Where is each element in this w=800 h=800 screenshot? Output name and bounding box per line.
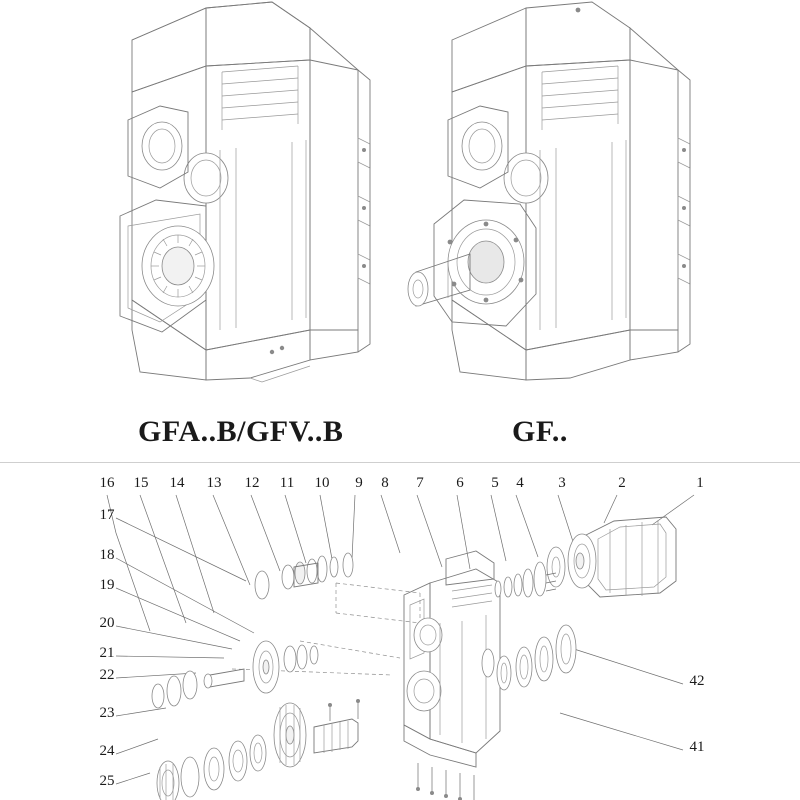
callout-20: 20: [99, 615, 115, 631]
shaft-assembly-upper: [255, 553, 353, 599]
callout-18: 18: [99, 547, 115, 563]
callout-17: 17: [99, 507, 115, 523]
callout-9: 9: [355, 475, 363, 491]
callout-24: 24: [99, 743, 115, 759]
callout-22: 22: [99, 667, 115, 683]
gearbox-label-left: GFA..B/GFV..B: [138, 415, 344, 448]
exploded-parts-svg: [0, 463, 800, 800]
callout-10: 10: [314, 475, 330, 491]
callout-21: 21: [99, 645, 115, 661]
callout-2: 2: [618, 475, 626, 491]
callout-1: 1: [696, 475, 704, 491]
callout-42: 42: [689, 673, 705, 689]
callout-15: 15: [133, 475, 149, 491]
callout-16: 16: [99, 475, 115, 491]
gearbox-label-right: GF..: [512, 415, 568, 448]
callout-19: 19: [99, 577, 115, 593]
callout-14: 14: [169, 475, 185, 491]
callout-12: 12: [244, 475, 260, 491]
shaft-assembly-lower: [157, 699, 360, 800]
callout-3: 3: [558, 475, 566, 491]
callout-7: 7: [416, 475, 424, 491]
callout-5: 5: [491, 475, 499, 491]
exploded-parts-view: [0, 463, 800, 800]
motor-unit: [547, 517, 676, 597]
gearbox-view-left: [120, 2, 370, 382]
callout-25: 25: [99, 773, 115, 789]
callout-6: 6: [456, 475, 464, 491]
callout-23: 23: [99, 705, 115, 721]
callout-13: 13: [206, 475, 222, 491]
callout-4: 4: [516, 475, 524, 491]
callout-8: 8: [381, 475, 389, 491]
callout-41: 41: [689, 739, 705, 755]
gearbox-view-right: [408, 2, 690, 380]
callout-11: 11: [279, 475, 295, 491]
